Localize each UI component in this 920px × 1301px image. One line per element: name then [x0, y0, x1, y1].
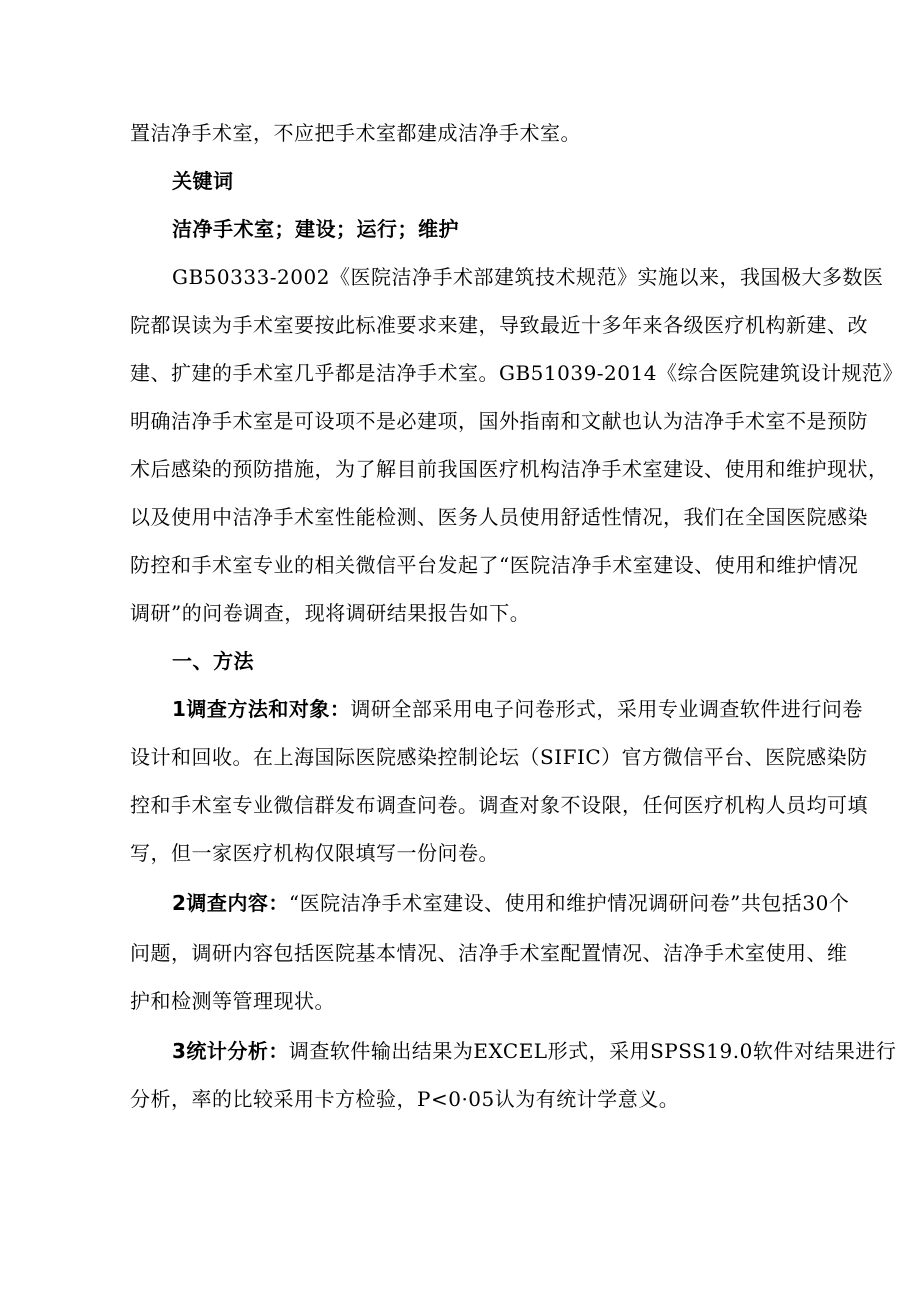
item2-line: 护和检测等管理现状。: [130, 989, 335, 1013]
intro-line: 明确洁净手术室是可设项不是必建项，国外指南和文献也认为洁净手术室不是预防: [130, 409, 868, 433]
intro-line: 以及使用中洁净手术室性能检测、医务人员使用舒适性情况，我们在全国医院感染: [130, 505, 868, 529]
item2-line: 问题，调研内容包括医院基本情况、洁净手术室配置情况、洁净手术室使用、维: [130, 941, 848, 965]
item1-text: 调研全部采用电子问卷形式，采用专业调查软件进行问卷: [350, 697, 863, 721]
intro-line: 术后感染的预防措施，为了解目前我国医疗机构洁净手术室建设、使用和维护现状，: [130, 457, 889, 481]
intro-line: 建、扩建的手术室几乎都是洁净手术室。GB51039-2014《综合医院建筑设计规范》: [130, 361, 903, 385]
intro-line: 院都误读为手术室要按此标准要求来建，导致最近十多年来各级医疗机构新建、改: [130, 313, 868, 337]
section-heading: 一、方法: [172, 649, 254, 673]
keywords-list: 洁净手术室；建设；运行；维护: [172, 217, 459, 241]
item1-label: 1调查方法和对象：: [172, 697, 351, 721]
intro-line: 防控和手术室专业的相关微信平台发起了“医院洁净手术室建设、使用和维护情况: [130, 553, 859, 577]
item2-label: 2调查内容：: [172, 891, 289, 915]
intro-line: GB50333-2002《医院洁净手术部建筑技术规范》实施以来，我国极大多数医: [172, 265, 884, 289]
item3-text: 调查软件输出结果为EXCEL形式，采用SPSS19.0软件对结果进行: [288, 1039, 897, 1063]
item3-first-line: [172, 1036, 896, 1066]
item1-line: 写，但一家医疗机构仅限填写一份问卷。: [130, 841, 499, 865]
keywords-heading: 关键词: [172, 169, 234, 193]
continuation-line: 置洁净手术室，不应把手术室都建成洁净手术室。: [130, 121, 581, 145]
item2-first-line: [172, 888, 849, 918]
item3-line: 分析，率的比较采用卡方检验，P<0·05认为有统计学意义。: [130, 1087, 680, 1111]
item1-first-line: [172, 694, 863, 724]
item1-line: 设计和回收。在上海国际医院感染控制论坛（SIFIC）官方微信平台、医院感染防: [130, 745, 868, 769]
intro-line: 调研”的问卷调查，现将调研结果报告如下。: [130, 601, 531, 625]
item1-line: 控和手术室专业微信群发布调查问卷。调查对象不设限，任何医疗机构人员均可填: [130, 793, 868, 817]
item3-label: 3统计分析：: [172, 1039, 289, 1063]
item2-text: “医院洁净手术室建设、使用和维护情况调研问卷”共包括30个: [288, 891, 850, 915]
